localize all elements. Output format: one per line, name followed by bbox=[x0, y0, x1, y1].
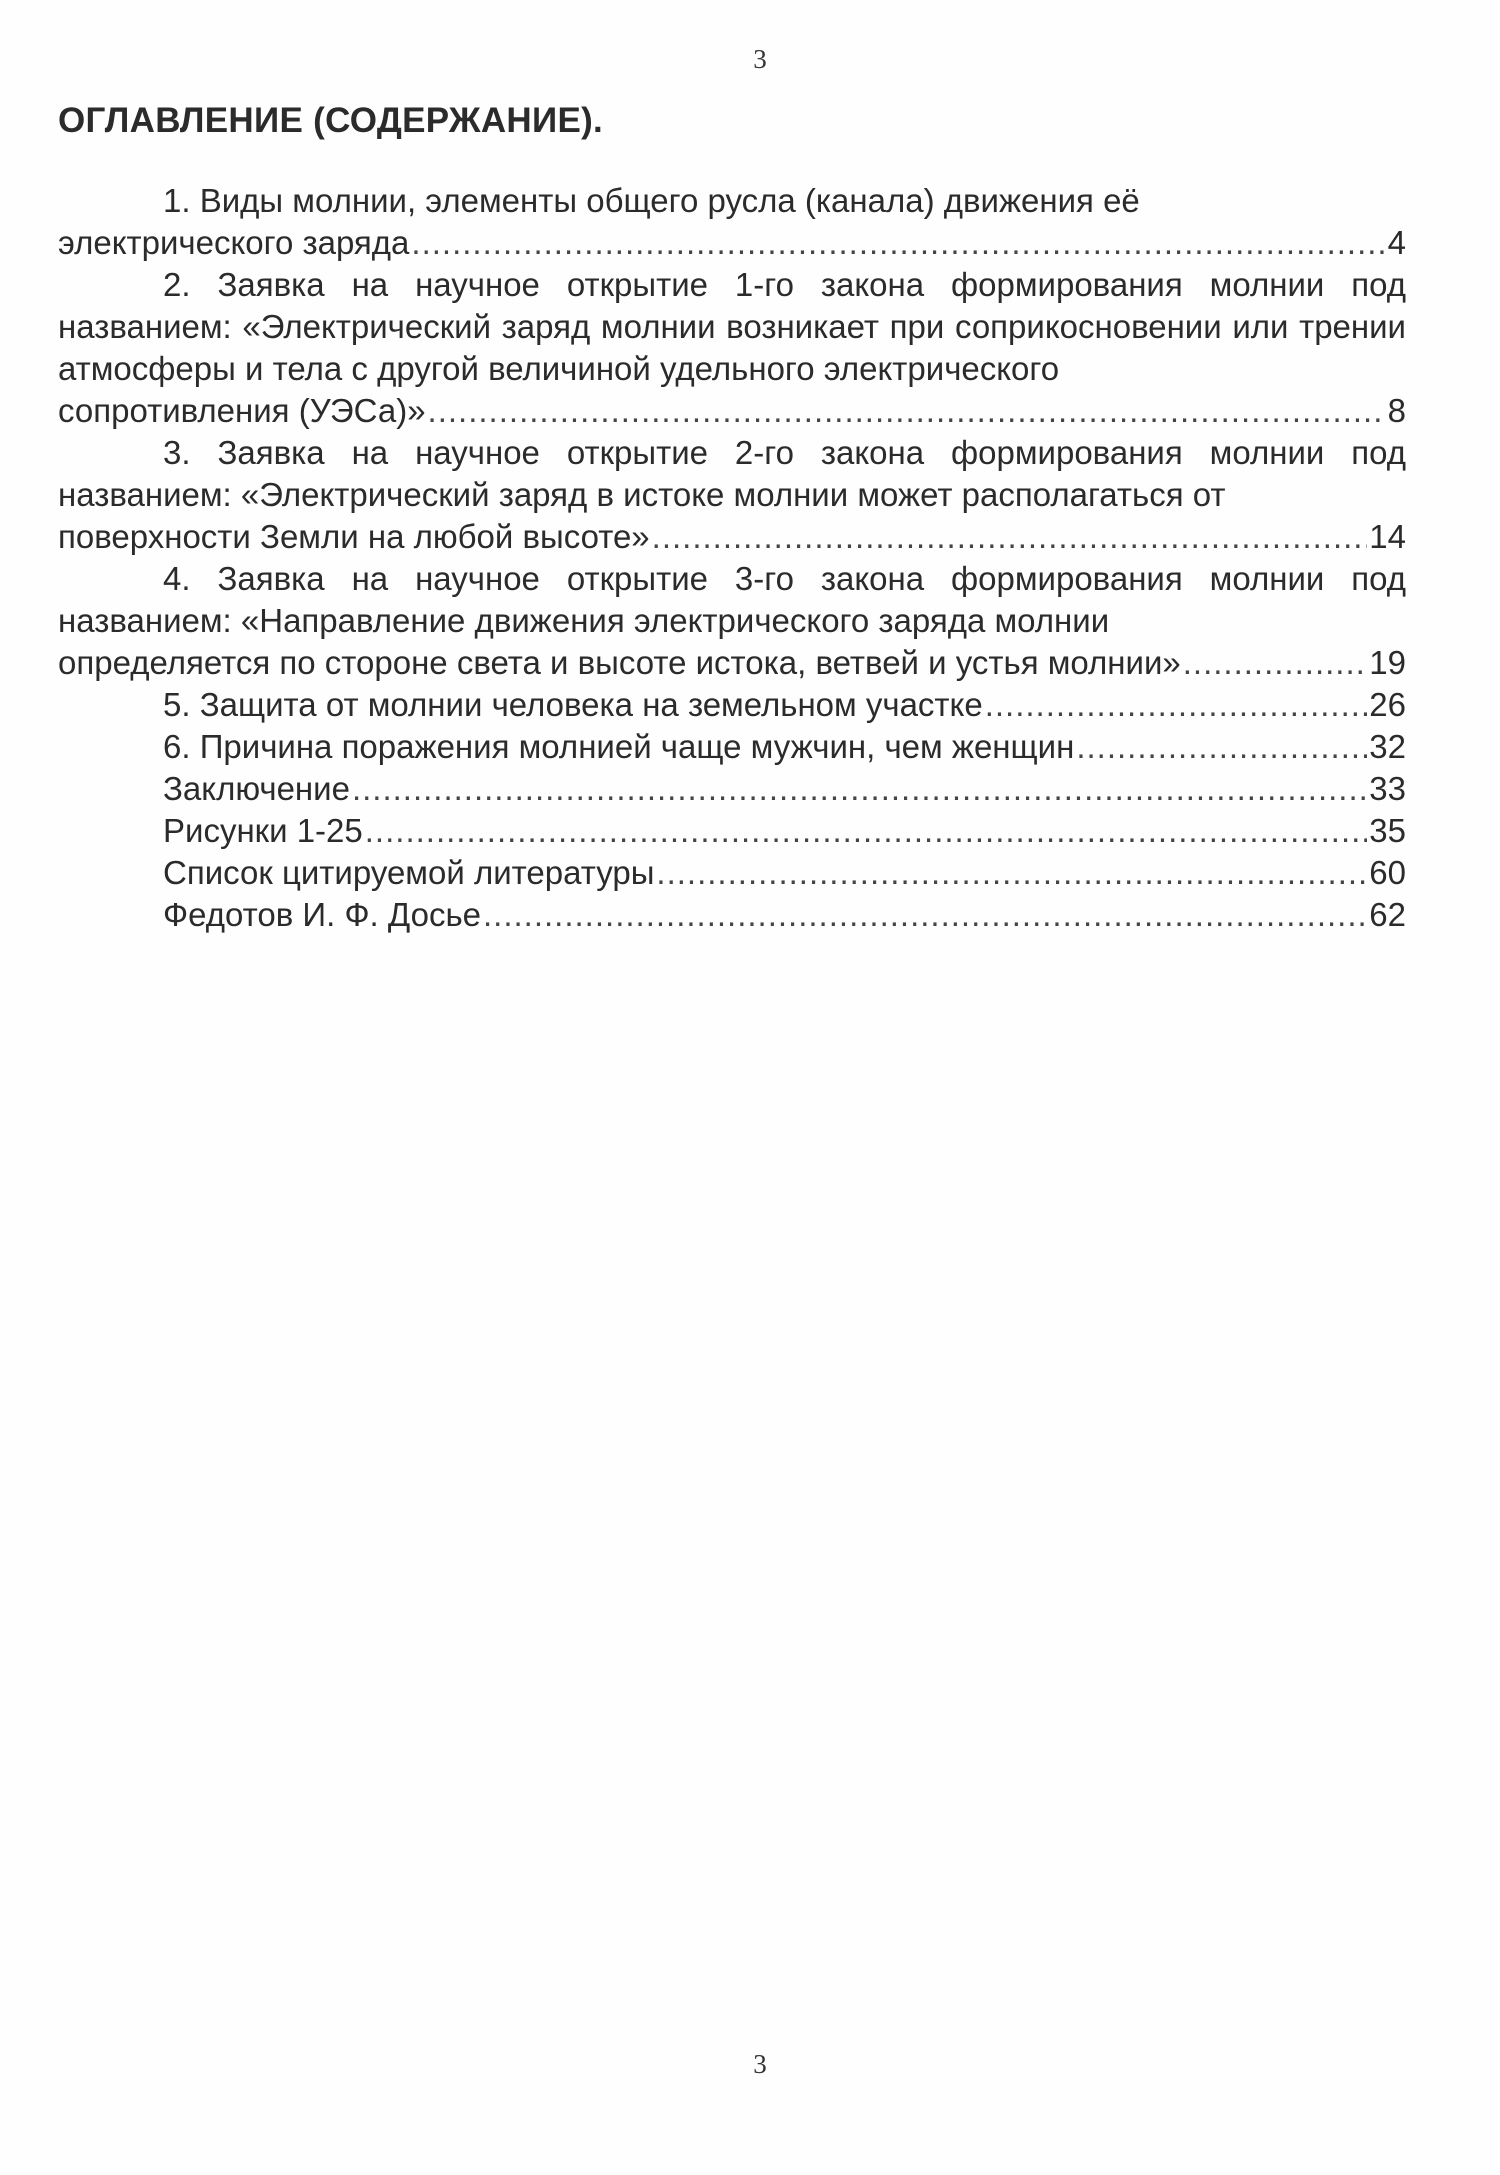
dot-leader bbox=[1076, 726, 1367, 768]
toc-page-ref: 14 bbox=[1369, 518, 1406, 555]
toc-page-ref: 26 bbox=[1369, 686, 1406, 723]
toc-page-ref: 19 bbox=[1369, 644, 1406, 681]
dot-leader bbox=[656, 852, 1367, 894]
toc-entry-6[interactable] bbox=[58, 726, 1406, 768]
toc-entry-text: определяется по стороне света и высоте истока, ветвей и устья молнии» bbox=[58, 644, 1181, 681]
toc-entry-3[interactable] bbox=[58, 432, 1406, 558]
dot-leader bbox=[985, 684, 1368, 726]
toc-page-ref: 4 bbox=[1387, 224, 1406, 261]
toc-entry-text: 5. Защита от молнии человека на земельном участке bbox=[163, 686, 983, 723]
dot-leader bbox=[365, 810, 1368, 852]
page-number-bottom: 3 bbox=[753, 2049, 767, 2079]
dot-leader bbox=[352, 768, 1367, 810]
toc-page-ref: 33 bbox=[1369, 770, 1406, 807]
toc-entry-text: 1. Виды молнии, элементы общего русла (канала) движения её bbox=[163, 182, 1140, 219]
toc-entry-text: Федотов И. Ф. Досье bbox=[163, 896, 481, 933]
toc-entry-text: Заключение bbox=[163, 770, 350, 807]
toc-entry-text: Рисунки 1-25 bbox=[163, 812, 363, 849]
table-of-contents bbox=[58, 180, 1406, 936]
toc-entry-4[interactable] bbox=[58, 558, 1406, 684]
toc-entry-dossier[interactable] bbox=[58, 894, 1406, 936]
toc-entry-conclusion[interactable] bbox=[58, 768, 1406, 810]
toc-entry-references[interactable] bbox=[58, 852, 1406, 894]
dot-leader bbox=[411, 222, 1385, 264]
toc-entry-text: сопротивления (УЭСа)» bbox=[58, 392, 426, 429]
toc-page-ref: 62 bbox=[1369, 896, 1406, 933]
dot-leader bbox=[428, 390, 1386, 432]
toc-entry-text: Список цитируемой литературы bbox=[163, 854, 655, 891]
toc-page-ref: 8 bbox=[1387, 392, 1406, 429]
toc-entry-figures[interactable] bbox=[58, 810, 1406, 852]
toc-entry-text: электрического заряда bbox=[58, 224, 410, 261]
toc-entry-text: 4. Заявка на научное открытие 3-го закона формирования молнии под названием: «Направление движения электрического заряда молнии bbox=[58, 560, 1406, 639]
toc-page-ref: 60 bbox=[1369, 854, 1406, 891]
toc-entry-text: 6. Причина поражения молнией чаще мужчин, чем женщин bbox=[163, 728, 1075, 765]
toc-entry-text: поверхности Земли на любой высоте» bbox=[58, 518, 650, 555]
toc-page-ref: 32 bbox=[1369, 728, 1406, 765]
dot-leader bbox=[483, 894, 1367, 936]
page-title: ОГЛАВЛЕНИЕ (СОДЕРЖАНИЕ). bbox=[58, 101, 604, 140]
page-number-top: 3 bbox=[753, 44, 767, 74]
dot-leader bbox=[652, 516, 1368, 558]
toc-page-ref: 35 bbox=[1369, 812, 1406, 849]
toc-entry-text: 3. Заявка на научное открытие 2-го закона формирования молнии под названием: «Электрический заряд в истоке молнии может располагаться от bbox=[58, 434, 1406, 513]
dot-leader bbox=[1183, 642, 1368, 684]
toc-entry-2[interactable] bbox=[58, 264, 1406, 432]
toc-entry-5[interactable] bbox=[58, 684, 1406, 726]
toc-entry-1[interactable] bbox=[58, 180, 1406, 264]
toc-entry-text: 2. Заявка на научное открытие 1-го закона формирования молнии под названием: «Электрический заряд молнии возникает при соприкосновении или трении атмосферы и тела с другой величиной удельного электрического bbox=[58, 266, 1406, 387]
